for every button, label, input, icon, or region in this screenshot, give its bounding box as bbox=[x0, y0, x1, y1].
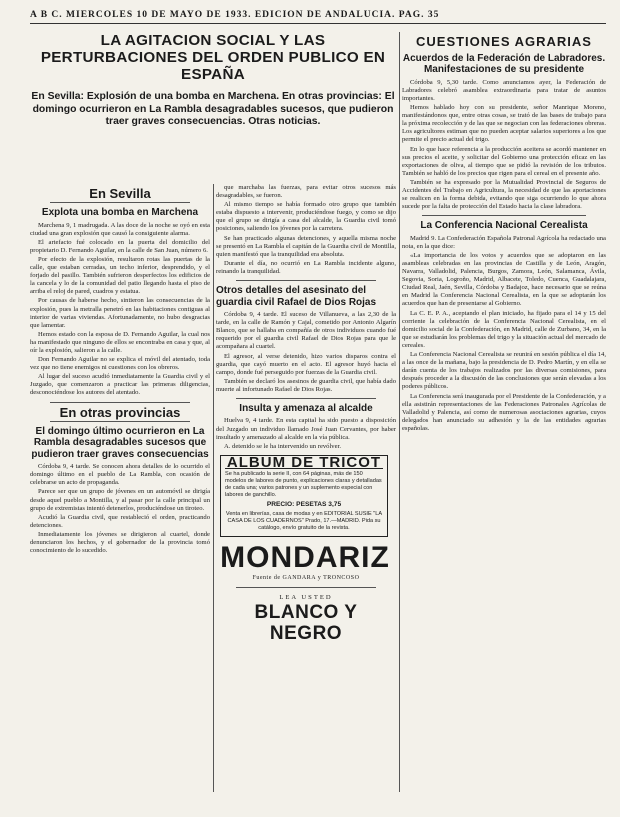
paragraph: Al lugar del suceso acudió inmediatamente la Guardia civil y el Juzgado, que comenzaron a practicar las primeras diligencias, desconociéndose los autores del atentado. bbox=[30, 373, 210, 397]
column-2 bbox=[216, 184, 396, 792]
paragraph: La C. E. P. A., aceptando el plan iniciado, ha fijado para el 14 y 15 del corriente la celebración de la Conferencia Nacional Cerealista, en el domicilio social de la Confederación, en Madrid, calle de Zurbano, 34, en la que se estudiarán los problemas del trigo y la situación actual del mercado de cereales. bbox=[402, 309, 606, 349]
subheadline-conferencia: La Conferencia Nacional Cerealista bbox=[420, 220, 588, 232]
ad-body: Se ha publicado la serie II, con 64 páginas, más de 150 modelos de labores de punto, explicaciones claras y detalladas de cada una; varios patrones y un suplemento especial con labores de ganchillo. bbox=[225, 470, 382, 499]
ad-price: PRECIO: PESETAS 3,75 bbox=[266, 501, 342, 509]
paragraph: Córdoba 9, 5,30 tarde. Como anunciamos ayer, la Federación de Labradores celebró asamblea extraordinaria para tratar de asuntos importantes. bbox=[402, 78, 606, 102]
column-divider bbox=[213, 184, 214, 792]
subheadline-alcalde: Insulta y amenaza al alcalde bbox=[239, 402, 373, 414]
paragraph: Madrid 9. La Confederación Española Patronal Agrícola ha redactado una nota, en la que dice: bbox=[402, 234, 606, 250]
paragraph: Parece ser que un grupo de jóvenes en un automóvil se dirigía desde aquel pueblo a Montilla, y al pasar por la calle principal un grupo de extremistas intentó detenerlos, produciéndose un tiroteo. bbox=[30, 488, 210, 512]
paragraph: Don Fernando Aguilar no se explica el móvil del atentado, toda vez que no tiene enemigos ni cuestiones con los obreros. bbox=[30, 356, 210, 372]
subheadline-marchena: Explota una bomba en Marchena bbox=[41, 207, 199, 219]
paragraph: En lo que hace referencia a la producción aceitera se acordó mantener en sus precios el aceite, y solicitar del Gobierno una protección eficaz en las exportaciones de oliva, al tiempo que se pidió la revisión de los tributos. También se habló de los precios que rigen para el cereal en el presente año. bbox=[402, 145, 606, 177]
ad-title: ALBUM DE TRICOT bbox=[226, 453, 382, 471]
paragraph: que marchaba las fuerzas, para evitar otros sucesos más desagradables, se fueron. bbox=[216, 184, 396, 200]
paragraph: Hemos estado con la esposa de D. Fernando Aguilar, la cual nos ha manifestado que ninguno de ellos se encontraba en casa y que, al oír la explosión, salieron a la calle. bbox=[30, 330, 210, 354]
paragraph: Acudió la Guardia civil, que restableció el orden, practicando detenciones. bbox=[30, 513, 210, 529]
subheadline-la-rambla: El domingo último ocurrieron en La Rambla desagradables sucesos que pudieron traer graves consecuencias bbox=[31, 425, 209, 460]
paragraph: Por efecto de la explosión, resultaron rotas las puertas de la calle, que estaban cerradas, un techo inferior, desprendido, y el forjado del pasillo. También sufrieron desperfectos los edificios de la cancela y lo de la comunidad del patio llegando hasta el piso de arriba el reloj de pared, cuadros y estatua. bbox=[30, 255, 210, 296]
paragraph: Hemos hablado hoy con su presidente, señor Manrique Moreno, manifestándonos que, entre otras cosas, se trató de las bases de trabajo para la próxima recolección y de las que se negocian con las federaciones obreras. Los agricultores estiman que no pueden aceptar salarios superiores a los que permite el precio actual del trigo. bbox=[402, 104, 606, 144]
paragraph: Huelva 9, 4 tarde. En esta capital ha sido puesto a disposición del Juzgado un individuo llamado José Juan Cervantes, por haber insultado y amenazado al alcalde en la vía pública. bbox=[216, 417, 396, 441]
paragraph: A. detenido se le ha intervenido un revólver. bbox=[224, 442, 342, 450]
ad-blanco-lead: LEA USTED bbox=[279, 593, 333, 601]
running-header-text: A B C. MIERCOLES 10 DE MAYO DE 1933. EDICION DE ANDALUCIA. PAG. 35 bbox=[30, 10, 440, 20]
ad-mondariz-sub: Fuente de GANDARA y TRONCOSO bbox=[252, 575, 360, 582]
main-deck: En Sevilla: Explosión de una bomba en Marchena. En otras provincias: El domingo ocurrieron en La Rambla desagradables sucesos, que pudieron traer graves consecuencias. Otras noticias. bbox=[31, 91, 395, 127]
main-headline: LA AGITACION SOCIAL Y LAS PERTURBACIONES DEL ORDEN PUBLICO EN ESPAÑA bbox=[40, 32, 386, 83]
paragraph: «La importancia de los votos y acuerdos que se adoptaron en las asambleas celebradas en las provincias de Castilla y de León, Aragón, Navarra, Valladolid, Palencia, Burgos, Zamora, León, Salamanca, Ávila, Segovia, Soria, Logroño, Madrid, Albacete, Toledo, Cuenca, Guadalajara, Ciudad Real, Jaén, Sevilla, Córdoba y Badajoz, hace necesario que se reúna en Madrid la Conferencia Nacional Cerealista, en la que se adoptarán los acuerdos que han de presentarse al Gobierno. bbox=[402, 251, 606, 308]
paragraph: Por causas de haberse hecho, sintieron las consecuencias de la explosión, pues la metralla penetró en las habitaciones contiguas al interior de varias viviendas. Afortunadamente, no hubo desgracias que lamentar. bbox=[30, 297, 210, 329]
divider bbox=[236, 587, 376, 588]
divider bbox=[50, 402, 190, 403]
ad-album-tricot bbox=[220, 455, 388, 538]
paragraph: Al mismo tiempo se había formado otro grupo que también estaba dispuesto a intervenir, produciéndose fuego, y como se dijo que el grupo se dirigía a casa del alcalde, la Guardia civil tomó posiciones, saliendo los jóvenes por la carretera. bbox=[216, 201, 396, 233]
paragraph: La Conferencia será inaugurada por el Presidente de la Confederación, y a ella asistirán representaciones de las Federaciones Patronales Agrícolas de Valladolid y Palencia, así como de numerosas asociaciones agrarias, cuyos delegados han anunciado su adhesión y la de las entidades agrarias españolas. bbox=[402, 392, 606, 432]
column-divider bbox=[399, 32, 400, 792]
paragraph: El agresor, al verse detenido, hizo varios disparos contra el guardia, que cayó muerto en el acto. El agresor huyó hacia el campo, donde fué perseguido por fuerzas de la Guardia civil. bbox=[216, 352, 396, 376]
section-title-provincias: En otras provincias bbox=[59, 404, 181, 420]
subheadline-federacion: Acuerdos de la Federación de Labradores. Manifestaciones de su presidente bbox=[402, 53, 606, 76]
paragraph: Córdoba 9, 4 tarde. Se conocen ahora detalles de lo ocurrido el domingo último en el pueblo de La Rambla, con ocasión de celebrarse un acto de propaganda. bbox=[30, 463, 210, 487]
paragraph: Marchena 9, 1 madrugada. A las doce de la noche se oyó en esta ciudad una gran explosión que causó la consiguiente alarma. bbox=[30, 221, 210, 237]
divider bbox=[236, 280, 376, 281]
column-3 bbox=[402, 32, 606, 792]
paragraph: Inmediatamente los jóvenes se dirigieron al cuartel, donde denunciaron los hechos, y el gobernador de la provincia tomó conocimiento de lo sucedido. bbox=[30, 530, 210, 555]
subheadline-guardia-civil: Otros detalles del asesinato del guardia civil Rafael de Dios Rojas bbox=[216, 285, 377, 308]
ad-mondariz-title: MONDARIZ bbox=[220, 541, 390, 575]
paragraph: También se declaró los asesinos de guardia civil, que había dado muerte al infortunado Rafael de Dios Rojas. bbox=[216, 377, 396, 393]
paragraph: Durante el día, no ocurrió en La Rambla incidente alguno, reinando la tranquilidad. bbox=[216, 259, 396, 275]
section-title-agrarias: CUESTIONES AGRARIAS bbox=[416, 34, 592, 49]
paragraph: La Conferencia Nacional Cerealista se reunirá en sesión pública el día 14, a las once de la mañana, bajo la presidencia de D. Pedro Martín, y en ella se darán cuenta de los trabajos realizados por las diversas comisiones, para después proceder a la discusión de las conclusiones que serán elevadas a los poderes públicos. bbox=[402, 351, 606, 391]
paragraph: También se ha expresado por la Mutualidad Provincial de Seguros de Accidentes del Trabajo en Agricultura, la necesidad de que las aportaciones se realicen en la forma debida, evitando que siga ocurriendo lo que ahora sucede por la falta de protección del Estado hacia la clase labradora. bbox=[402, 178, 606, 211]
column-1 bbox=[30, 184, 210, 792]
ad-blanco-title: BLANCO Y NEGRO bbox=[254, 601, 358, 644]
divider bbox=[422, 215, 586, 216]
divider bbox=[50, 421, 190, 422]
paragraph: El artefacto fué colocado en la puerta del domicilio del propietario D. Fernando Aguilar, en la calle de San Juan, número 6. bbox=[30, 238, 210, 254]
main-headline-block bbox=[30, 32, 396, 129]
divider bbox=[236, 398, 376, 399]
running-header bbox=[30, 10, 606, 24]
divider bbox=[50, 202, 190, 203]
columns bbox=[30, 32, 606, 792]
ad-fine-print: Venta en librerías, casa de modas y en EDITORIAL SUSIE "LA CASA DE LOS CUADERNOS" Prado, 17.—MADRID. Pida su catálogo, envío gratuito de la revista. bbox=[225, 511, 383, 532]
paragraph: Córdoba 9, 4 tarde. El suceso de Villanueva, a las 2,30 de la tarde, en la calle de Ramón y Cajal, cometido por Antonio Algarín Blanco, que se hallaba en compañía de otros individuos cuando fué requerido por el guardia civil Rafael de Dios Rojas para que le acompañara al cuartel. bbox=[216, 311, 396, 351]
section-title-sevilla: En Sevilla bbox=[89, 186, 151, 201]
paragraph: Se han practicado algunas detenciones, y aquella misma noche se presentó en La Rambla el capitán de la Guardia civil de Montilla, quien manifestó que la tranquilidad era absoluta. bbox=[216, 234, 396, 258]
